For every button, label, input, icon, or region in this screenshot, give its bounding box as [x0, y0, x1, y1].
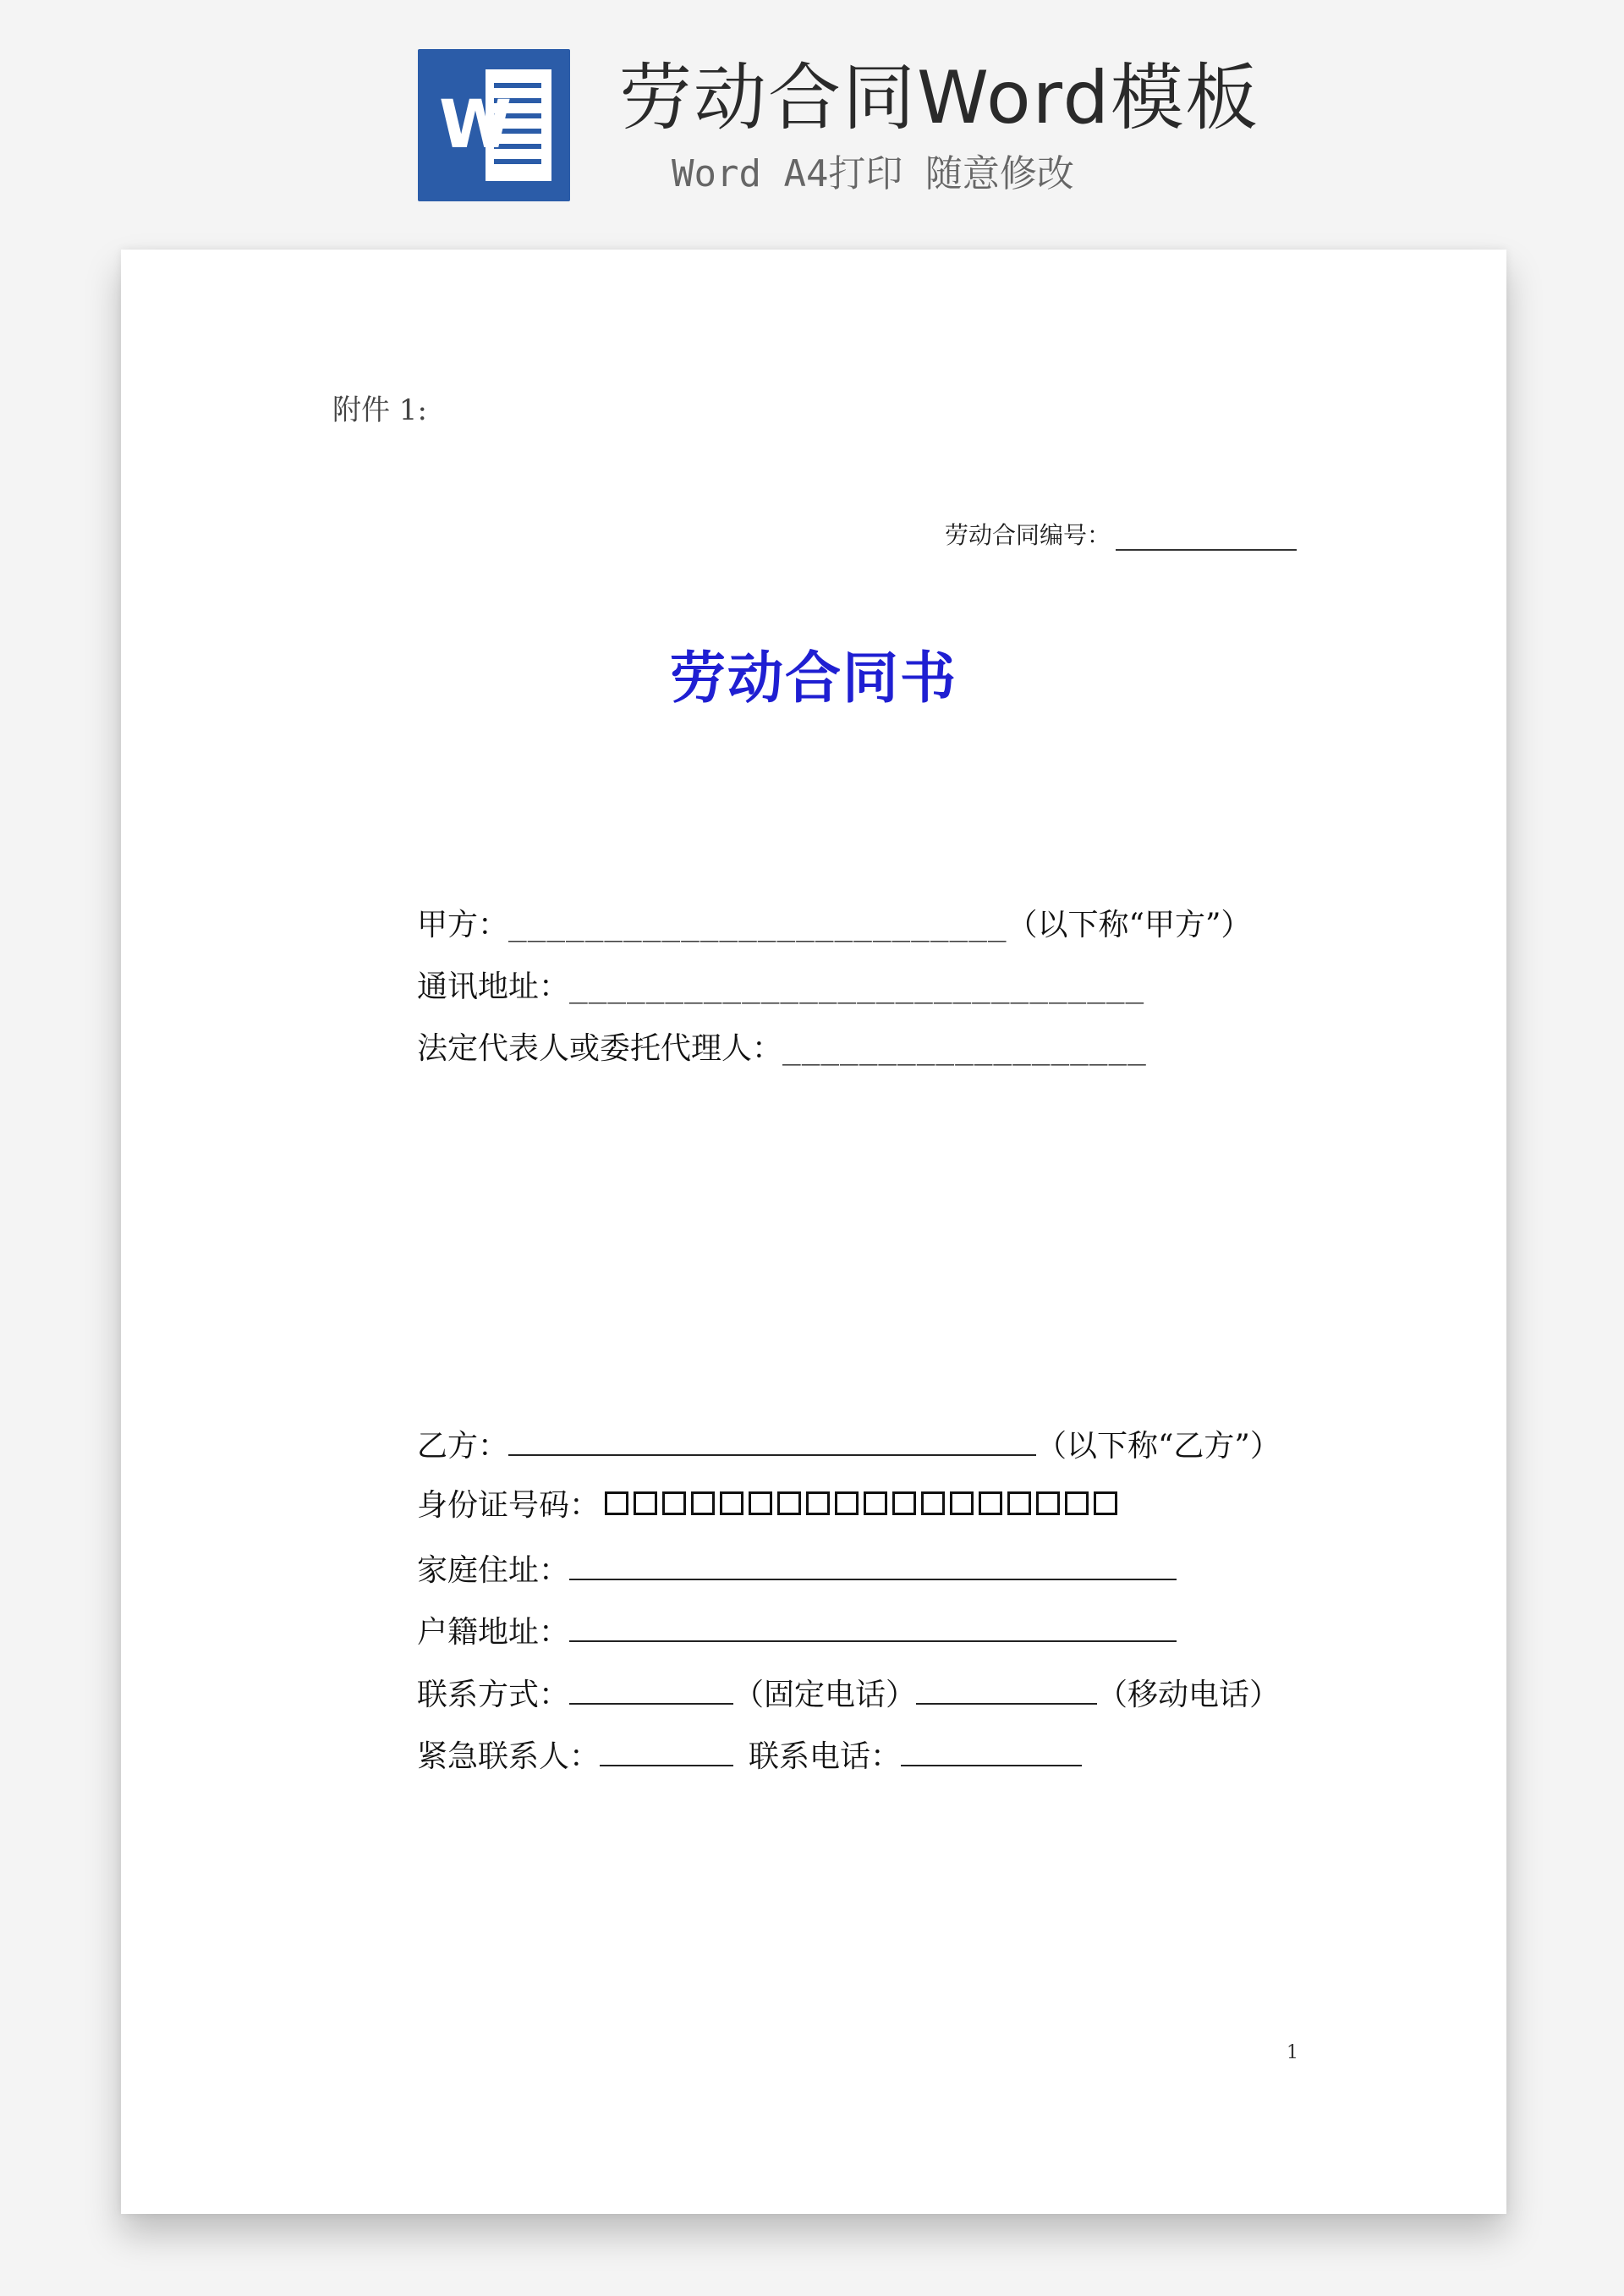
word-logo-icon	[418, 49, 570, 201]
id-number-boxes[interactable]	[605, 1491, 1117, 1515]
party-b-emergency-row	[417, 1734, 1082, 1777]
party-a-representative-label: 法定代表人或委托代理人：	[417, 1031, 783, 1066]
banner-title: 劳动合同Word模板	[619, 56, 1260, 140]
landline-blank[interactable]	[569, 1673, 733, 1705]
word-letter: W	[438, 87, 513, 163]
party-b-household-label: 户籍地址：	[417, 1615, 570, 1650]
page-number: 1	[1287, 2042, 1298, 2063]
contract-number	[945, 520, 1297, 551]
party-b-contact-label: 联系方式：	[417, 1678, 570, 1712]
contract-number-blank[interactable]	[1116, 525, 1297, 551]
party-b-id-row	[417, 1486, 1117, 1526]
party-b-household-blank[interactable]	[569, 1610, 1177, 1642]
id-digit-box[interactable]	[605, 1491, 628, 1515]
party-a-representative-blank[interactable]: ___________________	[782, 1031, 1147, 1066]
party-b-suffix: （以下称“乙方”）	[1036, 1429, 1281, 1464]
banner	[0, 0, 1624, 220]
id-digit-box[interactable]	[950, 1491, 974, 1515]
party-a-address-row	[417, 967, 1144, 1008]
landline-label: （固定电话）	[733, 1678, 917, 1712]
emergency-phone-blank[interactable]	[901, 1734, 1082, 1766]
emergency-phone-label: 联系电话：	[749, 1739, 902, 1774]
party-a-address-label: 通讯地址：	[417, 969, 570, 1004]
id-digit-box[interactable]	[864, 1491, 887, 1515]
id-digit-box[interactable]	[1036, 1491, 1060, 1515]
id-digit-box[interactable]	[1007, 1491, 1031, 1515]
id-digit-box[interactable]	[1065, 1491, 1089, 1515]
party-a-row	[417, 905, 1251, 946]
party-a-blank[interactable]: __________________________	[508, 908, 1007, 942]
id-digit-box[interactable]	[634, 1491, 657, 1515]
party-b-row	[417, 1424, 1281, 1467]
party-b-home-blank[interactable]	[569, 1548, 1177, 1580]
id-digit-box[interactable]	[720, 1491, 743, 1515]
party-b-contact-row	[417, 1673, 1280, 1716]
party-b-home-row	[417, 1548, 1177, 1591]
party-b-label: 乙方：	[417, 1429, 509, 1464]
emergency-contact-label: 紧急联系人：	[417, 1739, 601, 1774]
party-a-suffix: （以下称“甲方”）	[1007, 908, 1252, 942]
id-digit-box[interactable]	[662, 1491, 686, 1515]
id-digit-box[interactable]	[749, 1491, 772, 1515]
emergency-contact-blank[interactable]	[600, 1734, 733, 1766]
mobile-blank[interactable]	[916, 1673, 1097, 1705]
attachment-label: 附件 1:	[332, 393, 427, 427]
party-b-blank[interactable]	[508, 1424, 1036, 1456]
document-title: 劳动合同书	[670, 645, 957, 711]
id-digit-box[interactable]	[1094, 1491, 1117, 1515]
party-b-household-row	[417, 1610, 1177, 1653]
party-a-address-blank[interactable]: ______________________________	[569, 969, 1145, 1004]
mobile-label: （移动电话）	[1097, 1678, 1281, 1712]
id-digit-box[interactable]	[892, 1491, 916, 1515]
party-b-home-label: 家庭住址：	[417, 1553, 570, 1588]
id-digit-box[interactable]	[806, 1491, 830, 1515]
banner-subtitle: Word A4打印 随意修改	[672, 152, 1074, 195]
id-digit-box[interactable]	[777, 1491, 801, 1515]
document-page	[121, 250, 1506, 2214]
contract-number-label: 劳动合同编号：	[944, 521, 1111, 549]
party-b-id-label: 身份证号码：	[417, 1488, 601, 1523]
id-digit-box[interactable]	[979, 1491, 1002, 1515]
id-digit-box[interactable]	[835, 1491, 859, 1515]
party-a-label: 甲方：	[417, 908, 509, 942]
id-digit-box[interactable]	[921, 1491, 945, 1515]
party-a-representative-row	[417, 1029, 1147, 1069]
id-digit-box[interactable]	[691, 1491, 715, 1515]
